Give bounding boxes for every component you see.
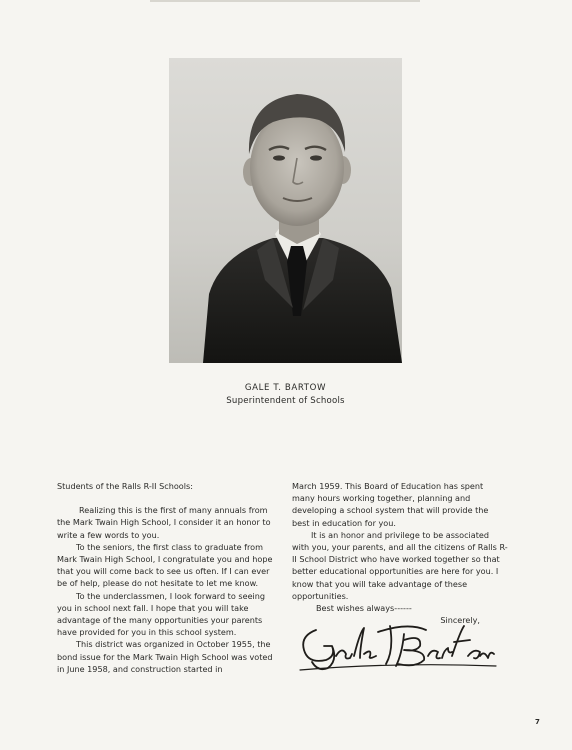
letter-paragraph: It is an honor and privilege to be associated with you, your parents, and all the citizens of Ralls R-II School District who have worked together so that better educational opportunities are here for you. I know that you will take advantage of these opportunities. bbox=[292, 529, 508, 601]
letter-salutation: Students of the Ralls R-II Schools: bbox=[57, 481, 193, 491]
letter-paragraph: To the seniors, the first class to graduate from Mark Twain High School, I congratulate you and hope that you will come back to see us often. If I can ever be of help, please do not hesitate to let me know. bbox=[57, 541, 273, 589]
letter-paragraph: Realizing this is the first of many annuals from the Mark Twain High School, I consider it an honor to write a few words to you. bbox=[57, 505, 271, 540]
letter-paragraph: To the underclassmen, I look forward to seeing you in school next fall. I hope that you will take advantage of the many opportunities your parents have provided for you in this school system. bbox=[57, 590, 266, 638]
top-edge-mark bbox=[150, 0, 420, 2]
letter-paragraph: March 1959. This Board of Education has spent many hours working together, planning and developing a school system that will provide the best in education for you. bbox=[292, 481, 489, 528]
portrait-name: GALE T. BARTOW bbox=[244, 383, 327, 393]
letter-closing: Best wishes always------ bbox=[316, 603, 412, 614]
letter-sign-off: Sincerely, bbox=[440, 615, 480, 626]
page-number: 7 bbox=[535, 718, 540, 726]
letter-paragraph: This district was organized in October 1955, the bond issue for the Mark Twain High School was voted in June 1958, and construction started in bbox=[57, 639, 273, 674]
letter-left-column bbox=[57, 480, 273, 675]
letter-right-column bbox=[292, 480, 508, 626]
superintendent-portrait-photo bbox=[169, 58, 402, 363]
portrait-title: Superintendent of Schools bbox=[226, 396, 345, 406]
handwritten-signature bbox=[298, 620, 498, 672]
